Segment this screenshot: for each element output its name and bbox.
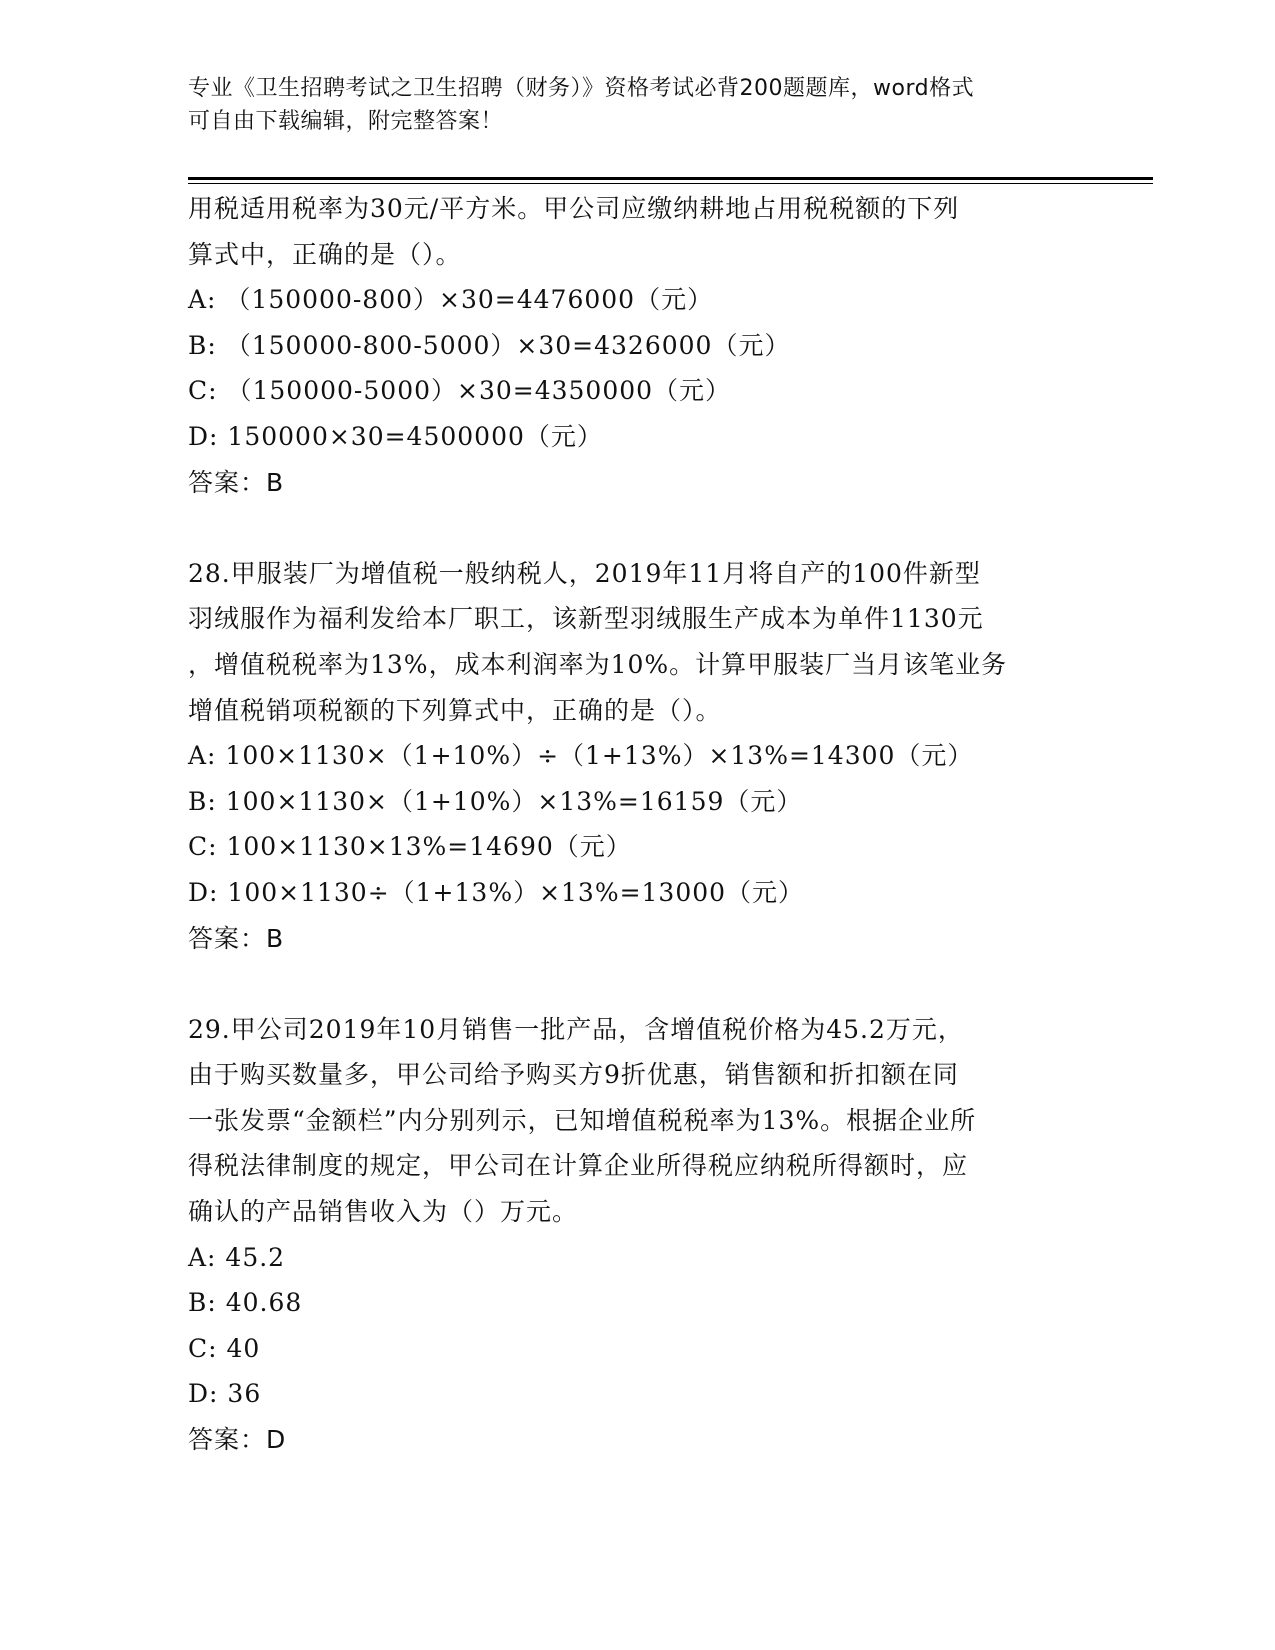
answer-line: 答案：D (188, 1425, 287, 1455)
question-stem-line: 确认的产品销售收入为（）万元。 (188, 1197, 579, 1227)
option-c: C: 40 (188, 1333, 261, 1363)
question-stem-line: 羽绒服作为福利发给本厂职工，该新型羽绒服生产成本为单件1130元 (188, 604, 984, 634)
header-line-1: 专业《卫生招聘考试之卫生招聘（财务）》资格考试必背200题题库，word格式 (188, 76, 975, 101)
option-d: D: 150000×30=4500000（元） (188, 421, 603, 451)
question-stem-line: 算式中，正确的是（）。 (188, 239, 462, 269)
option-a: A: （150000-800）×30=4476000（元） (188, 285, 714, 315)
question-spacer (188, 961, 1088, 1007)
option-a: A: 45.2 (188, 1242, 286, 1272)
answer-line: 答案：B (188, 467, 285, 497)
question-stem-line: 由于购买数量多，甲公司给予购买方9折优惠，销售额和折扣额在同 (188, 1060, 959, 1090)
question-stem-line: 29.甲公司2019年10月销售一批产品，含增值税价格为45.2万元， (188, 1014, 964, 1044)
option-b: B: 100×1130×（1+10%）×13%=16159（元） (188, 786, 803, 816)
header-line-2: 可自由下载编辑，附完整答案！ (188, 109, 504, 134)
option-a: A: 100×1130×（1+10%）÷（1+13%）×13%=14300（元） (188, 741, 974, 771)
option-b: B: （150000-800-5000）×30=4326000（元） (188, 330, 791, 360)
document-header (188, 72, 1088, 138)
header-divider-thick (188, 177, 1153, 180)
question-stem-line: ，增值税税率为13%，成本利润率为10%。计算甲服装厂当月该笔业务 (188, 649, 1008, 679)
question-stem-line: 增值税销项税额的下列算式中，正确的是（）。 (188, 695, 722, 725)
question-list (188, 186, 1088, 1463)
question-stem-line: 用税适用税率为30元/平方米。甲公司应缴纳耕地占用税税额的下列 (188, 194, 960, 223)
question-stem-line: 一张发票“金额栏”内分别列示，已知增值税税率为13%。根据企业所 (188, 1105, 977, 1135)
option-b: B: 40.68 (188, 1288, 303, 1318)
option-d: D: 36 (188, 1379, 262, 1409)
question-27 (188, 186, 1088, 505)
question-stem-line: 得税法律制度的规定，甲公司在计算企业所得税应纳税所得额时，应 (188, 1151, 969, 1181)
option-c: C: （150000-5000）×30=4350000（元） (188, 376, 732, 406)
header-divider-thin (188, 183, 1153, 184)
question-spacer (188, 505, 1088, 551)
question-29 (188, 1007, 1088, 1463)
answer-line: 答案：B (188, 923, 285, 953)
question-stem-line: 28.甲服装厂为增值税一般纳税人，2019年11月将自产的100件新型 (188, 558, 981, 588)
question-28 (188, 551, 1088, 961)
option-c: C: 100×1130×13%=14690（元） (188, 832, 632, 862)
option-d: D: 100×1130÷（1+13%）×13%=13000（元） (188, 877, 805, 907)
